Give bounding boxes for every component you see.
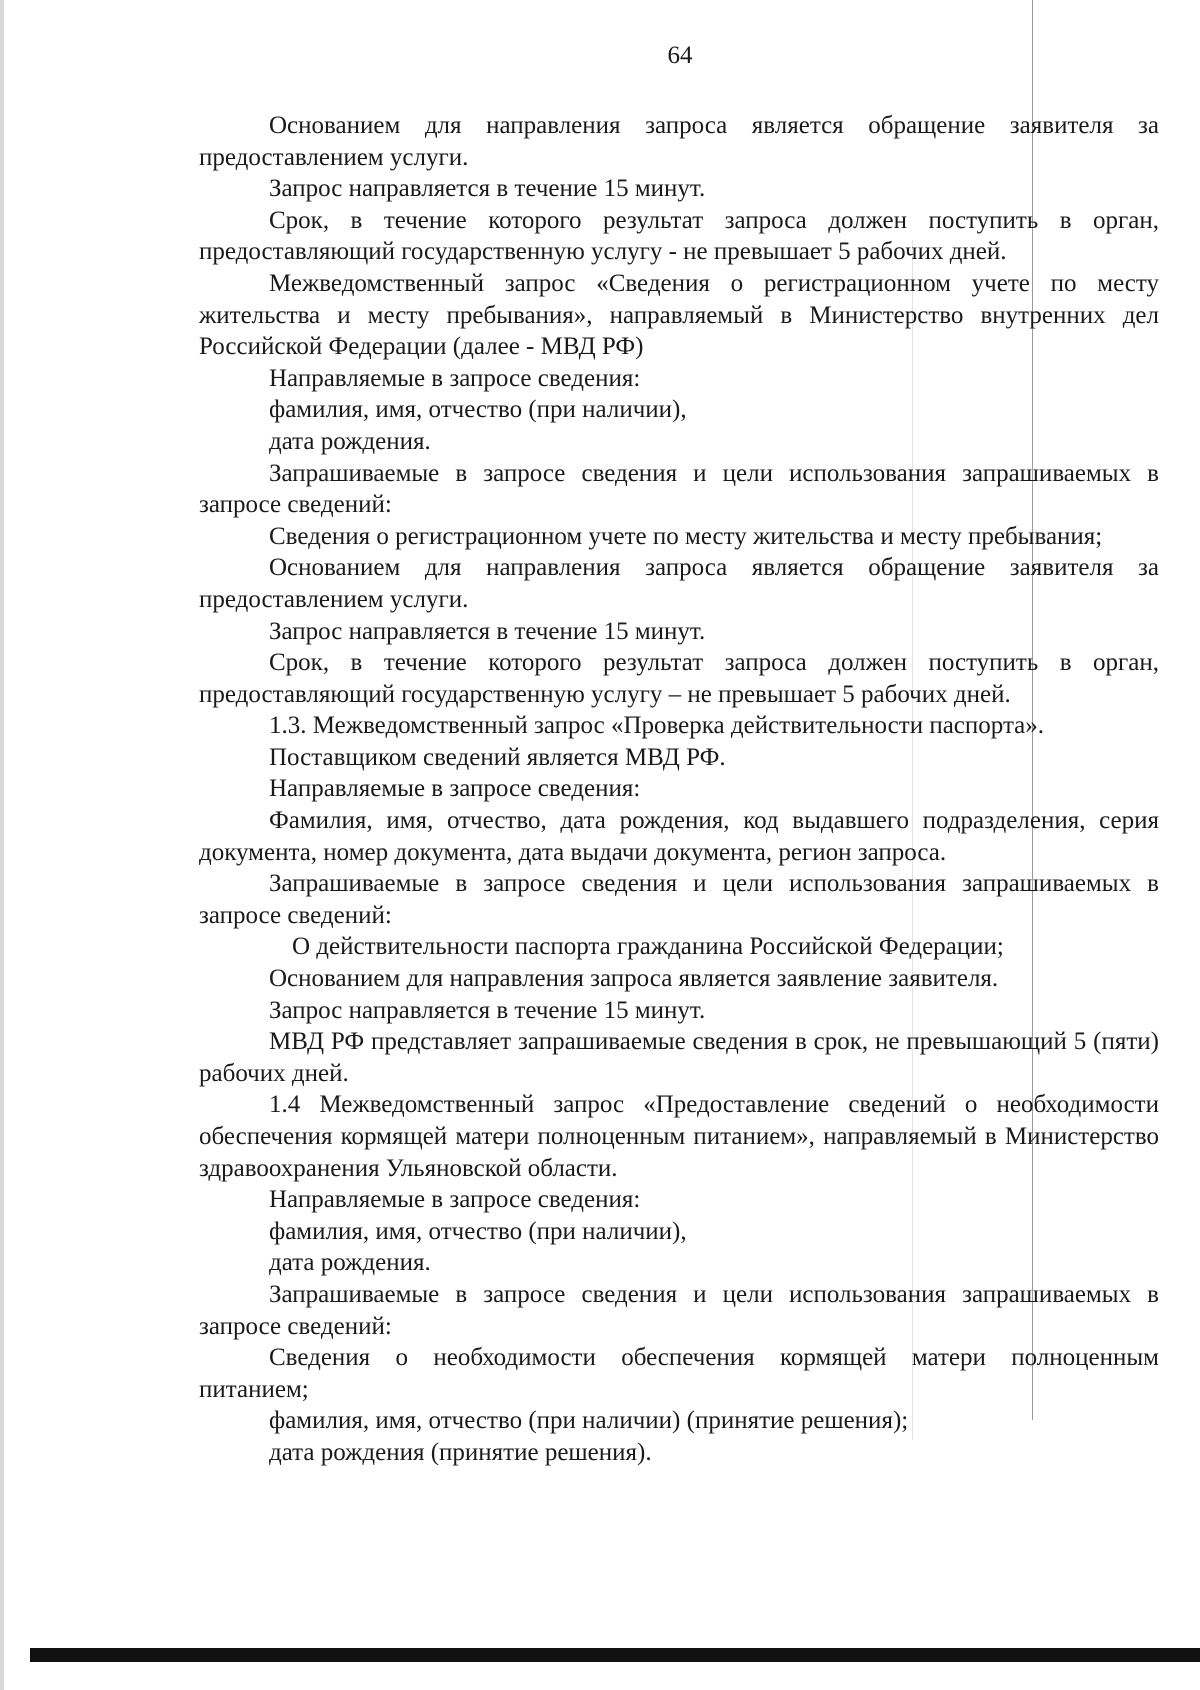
paragraph-requested-data-2: Запрашиваемые в запросе сведения и цели использования запрашиваемых в запросе сведений: — [199, 870, 1159, 929]
paragraph-sent-data-3: Направляемые в запросе сведения: — [269, 1186, 641, 1214]
paragraph-birthdate-2: дата рождения. — [269, 1249, 431, 1277]
paragraph-basis-3: Основанием для направления запроса является заявление заявителя. — [269, 965, 999, 993]
paragraph-fullname-decision: фамилия, имя, отчество (при наличии) (принятие решения); — [269, 1407, 909, 1435]
paragraph-request-registration: Межведомственный запрос «Сведения о регистрационном учете по месту жительства и месту пребывания», направляемый в Министерство внутренних дел Российской Федерации (далее - МВД РФ) — [199, 269, 1159, 361]
paragraph-section-1-4: 1.4 Межведомственный запрос «Предоставление сведений о необходимости обеспечения кормящей матери полноценным питанием», направляемый в Министерство здравоохранения Ульяновской области. — [199, 1091, 1159, 1182]
paragraph-requested-data-3: Запрашиваемые в запросе сведения и цели использования запрашиваемых в запросе сведений: — [199, 1280, 1159, 1340]
paragraph-birthdate-1: дата рождения. — [269, 427, 431, 455]
paragraph-timing-3: Запрос направляется в течение 15 минут. — [269, 996, 706, 1024]
paragraph-deadline-1: Срок, в течение которого результат запроса должен поступить в орган, предоставляющий государственную услугу - не превышает 5 рабочих дней. — [199, 206, 1159, 266]
paragraph-sent-data-2: Направляемые в запросе сведения: — [269, 775, 641, 803]
paragraph-passport-validity: О действительности паспорта гражданина Российской Федерации; — [292, 933, 1004, 961]
paragraph-provider: Поставщиком сведений является МВД РФ. — [269, 743, 726, 771]
paragraph-registration-info: Сведения о регистрационном учете по месту жительства и месту пребывания; — [269, 522, 1103, 550]
page-number: 64 — [667, 42, 693, 69]
paragraph-passport-fields: Фамилия, имя, отчество, дата рождения, код выдавшего подразделения, серия документа, номер документа, дата выдачи документа, регион запроса. — [199, 807, 1159, 866]
paragraph-timing-2: Запрос направляется в течение 15 минут. — [269, 617, 706, 645]
paragraph-basis-1: Основанием для направления запроса является обращение заявителя за предоставлением услуги. — [199, 112, 1159, 171]
paragraph-basis-2: Основанием для направления запроса является обращение заявителя за предоставлением услуги. — [199, 554, 1159, 613]
document-body — [199, 110, 1159, 1469]
paragraph-nutrition-info: Сведения о необходимости обеспечения кормящей матери полноценным питанием; — [199, 1344, 1159, 1403]
scan-bottom-border — [30, 1648, 1200, 1662]
paragraph-requested-data-1: Запрашиваемые в запросе сведения и цели использования запрашиваемых в запросе сведений: — [199, 459, 1159, 519]
paragraph-sent-data-1: Направляемые в запросе сведения: — [269, 364, 641, 392]
scan-left-edge — [0, 0, 4, 1690]
paragraph-mvd-deadline: МВД РФ представляет запрашиваемые сведения в срок, не превышающий 5 (пяти) рабочих дней. — [199, 1028, 1159, 1087]
paragraph-timing-1: Запрос направляется в течение 15 минут. — [269, 175, 706, 203]
paragraph-section-1-3: 1.3. Межведомственный запрос «Проверка действительности паспорта». — [269, 712, 1045, 740]
paragraph-fullname-1: фамилия, имя, отчество (при наличии), — [269, 396, 687, 424]
paragraph-deadline-2: Срок, в течение которого результат запроса должен поступить в орган, предоставляющий государственную услугу – не превышает 5 рабочих дней. — [199, 649, 1159, 708]
paragraph-fullname-2: фамилия, имя, отчество (при наличии), — [269, 1217, 687, 1245]
paragraph-birthdate-decision: дата рождения (принятие решения). — [269, 1438, 652, 1466]
